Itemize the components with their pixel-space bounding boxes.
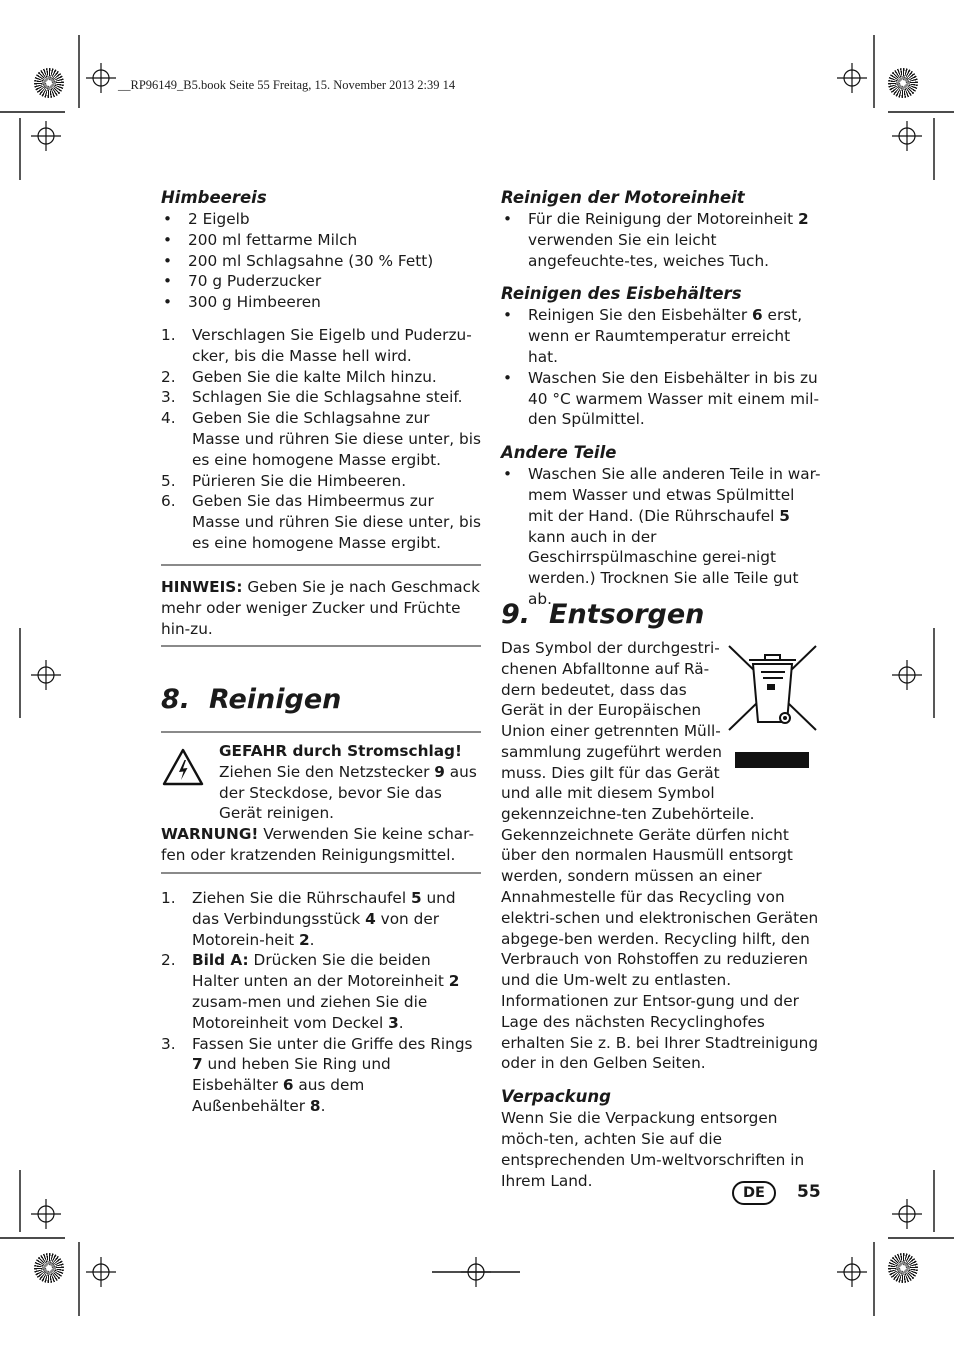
verpackung-text: Wenn Sie die Verpackung entsorgen möch-ten, achten Sie auf die entsprechenden Um-weltvorschriften in Ihrem Land. — [501, 1109, 805, 1190]
danger-label: GEFAHR durch Stromschlag! — [219, 742, 462, 760]
cleaning-step: 2. Bild A: Drücken Sie die beiden Halter unten an der Motoreinheit 2 zusam-men und ziehen Sie die Motoreinheit vom Deckel 3. — [161, 951, 460, 1032]
cleaning-step: 1. Ziehen Sie die Rührschaufel 5 und das Verbindungsstück 4 von der Motorein-heit 2. — [161, 889, 456, 949]
warnung-text: WARNUNG! Verwenden Sie keine schar-fen oder kratzenden Reinigungsmittel. — [161, 825, 474, 864]
text-line: chenen Abfalltonne auf Rä- — [501, 659, 710, 678]
recipe-title: Himbeereis — [161, 188, 267, 207]
subsection-title: Andere Teile — [501, 443, 617, 463]
himbeereis-section — [161, 187, 481, 554]
recipe-step: 6. Geben Sie das Himbeermus zur Masse und rühren Sie diese unter, bis es eine homogene Masse ergibt. — [161, 492, 481, 552]
note-label: HINWEIS: — [161, 578, 243, 596]
subsection-title: Verpackung — [501, 1087, 611, 1107]
text-line: muss. Dies gilt für das Gerät — [501, 763, 720, 782]
cleaning-steps — [161, 888, 481, 1117]
entsorgen-text-full: und alle mit diesem Symbol gekennzeichne-ten Zubehörteile. Gekennzeichnete Geräte dürfen nicht über den normalen Hausmüll entsorgt werden, sondern müssen an einer Annahmestelle für das Recycling von elektri-schen und elektronischen Geräten abgege-ben werden. Recycling hilft, den Verbrauch von Rohstoffen zu reduzieren und die Um-welt zu entlasten. Informationen zur Entsor-gung und der Lage des nächsten Recyclinghofes erhalten Sie z. B. bei Ihrer Stadtreinigung oder in den Gelben Seiten. Verpackung Wenn Sie die Verpackung entsorgen möch-ten, achten Sie auf die entsprechenden Um-weltvorschriften in Ihrem Land. — [501, 783, 823, 1191]
cleaning-step: 3. Fassen Sie unter die Griffe des Rings 7 und heben Sie Ring und Eisbehälter 6 aus dem Außenbehälter 8. — [161, 1034, 473, 1115]
recipe-step: 4. Geben Sie die Schlagsahne zur Masse und rühren Sie diese unter, bis es eine homogene Masse ergibt. — [161, 409, 481, 469]
text-line: dern bedeutet, dass das — [501, 680, 687, 699]
ingredient-item: • 2 Eigelb — [161, 209, 481, 230]
electric-hazard-icon — [161, 747, 205, 787]
ingredient-list — [161, 209, 481, 313]
divider — [161, 564, 481, 566]
ingredient-item: • 200 ml fettarme Milch — [161, 230, 481, 251]
list-item: • Reinigen Sie den Eisbehälter 6 erst, wenn er Raumtemperatur erreicht hat. — [501, 305, 823, 367]
text-line: sammlung zugeführt werden — [501, 742, 722, 761]
recipe-step: 2. Geben Sie die kalte Milch hinzu. — [161, 367, 437, 386]
section-heading: 9. Entsorgen — [501, 599, 705, 630]
note-text: Geben Sie je nach Geschmack mehr oder weniger Zucker und Früchte hin-zu. — [161, 578, 480, 638]
print-header: __RP96149_B5.book Seite 55 Freitag, 15. November 2013 2:39 14 — [118, 78, 456, 92]
text-line: Union einer getrennten Müll- — [501, 722, 721, 741]
recipe-steps — [161, 325, 481, 554]
hinweis-note — [161, 577, 481, 639]
weee-bar — [735, 752, 809, 768]
divider — [161, 731, 481, 733]
divider — [161, 872, 481, 874]
andere-list — [501, 464, 823, 610]
motor-list — [501, 209, 823, 271]
list-item: • Waschen Sie alle anderen Teile in war-mem Wasser und etwas Spülmittel mit der Hand. (Die Rührschaufel 5 kann auch in der Geschirrspülmaschine gerei-nigt werden.) Trocknen Sie alle Teile gut ab. — [501, 464, 823, 610]
eisbehaelter-list — [501, 305, 823, 430]
warning-block — [161, 741, 481, 866]
divider — [161, 645, 481, 647]
recipe-step: 1. Verschlagen Sie Eigelb und Puderzu-cker, bis die Masse hell wird. — [161, 325, 472, 365]
recipe-step: 5. Pürieren Sie die Himbeeren. — [161, 471, 407, 490]
warnung-label: WARNUNG! — [161, 825, 259, 844]
cleaning-details — [501, 187, 823, 610]
section-heading: 8. Reinigen — [161, 684, 342, 715]
ingredient-item: • 70 g Puderzucker — [161, 271, 481, 292]
list-item: • Waschen Sie den Eisbehälter in bis zu 40 °C warmem Wasser mit einem mil-den Spülmittel. — [501, 368, 823, 430]
steps-list — [161, 888, 481, 1117]
subsection-title: Reinigen des Eisbehälters — [501, 284, 742, 304]
ingredient-item: • 300 g Himbeeren — [161, 292, 481, 313]
entsorgen-text-wrapped — [501, 638, 721, 784]
recipe-step: 3. Schlagen Sie die Schlagsahne steif. — [161, 388, 463, 407]
language-badge: DE — [732, 1181, 776, 1205]
text-line: Gerät in der Europäischen — [501, 701, 702, 720]
page-number: 55 — [797, 1182, 821, 1202]
ingredient-item: • 200 ml Schlagsahne (30 % Fett) — [161, 251, 481, 272]
danger-text: GEFAHR durch Stromschlag! Ziehen Sie den Netzstecker 9 aus der Steckdose, bevor Sie das Gerät reinigen. — [219, 742, 477, 823]
list-item: • Für die Reinigung der Motoreinheit 2 verwenden Sie ein leicht angefeuchte-tes, weiches Tuch. — [501, 209, 823, 271]
crossed-bin-icon — [725, 642, 820, 734]
subsection-title: Reinigen der Motoreinheit — [501, 188, 745, 207]
text-line: Das Symbol der durchgestri- — [501, 639, 720, 657]
